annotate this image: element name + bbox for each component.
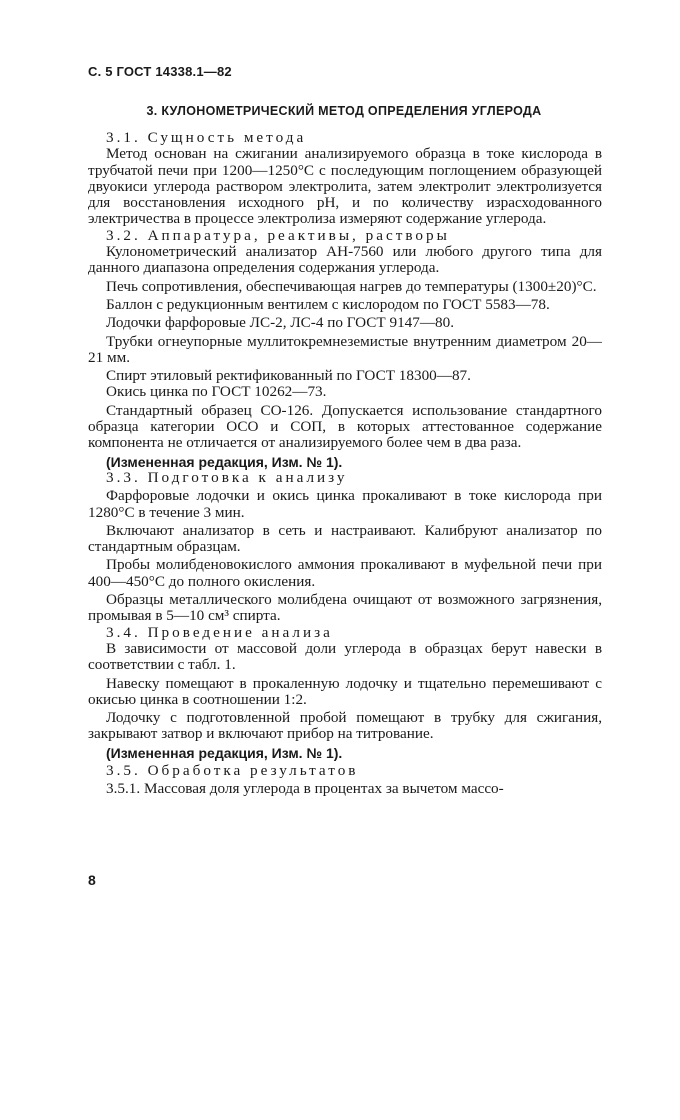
- paragraph: В зависимости от массовой доли углерода в образцах берут навески в соответствии с табл. 1.: [88, 639, 602, 674]
- heading-3-3: 3.3. Подготовка к анализу: [106, 468, 348, 486]
- paragraph: Кулонометрический анализатор АН-7560 или любого другого типа для данного диапазона определения содержания углерода.: [88, 243, 602, 277]
- paragraph: Трубки огнеупорные муллитокремнеземистые внутренним диаметром 20—21 мм.: [88, 332, 602, 366]
- paragraph: Включают анализатор в сеть и настраивают. Калибруют анализатор по стандартным образцам.: [88, 521, 602, 556]
- revision-note: (Измененная редакция, Изм. № 1).: [106, 744, 343, 761]
- paragraph: Стандартный образец СО-126. Допускается использование стандартного образца категории ОСО и СОП, в которых аттестованное содержание компонента не отличается от анализируемого более чем в два раза.: [88, 401, 602, 452]
- paragraph: Баллон с редукционным вентилем с кислородом по ГОСТ 5583—78.: [106, 295, 550, 313]
- paragraph: Метод основан на сжигании анализируемого образца в токе кислорода в трубчатой печи при 1200—1250°С с последующим поглощением образующей двуокиси углерода раствором электролита, затем электролит электролизуется для восстановления исходного рН, и по количеству израсходованного электричества в процессе электролиза измеряют содержание углерода.: [88, 145, 602, 228]
- paragraph: Окись цинка по ГОСТ 10262—73.: [106, 383, 327, 401]
- heading-3-1: 3.1. Сущность метода: [106, 129, 307, 146]
- heading-3-4: 3.4. Проведение анализа: [106, 623, 333, 641]
- heading-3-2: 3.2. Аппаратура, реактивы, растворы: [106, 226, 450, 244]
- section-title: 3. КУЛОНОМЕТРИЧЕСКИЙ МЕТОД ОПРЕДЕЛЕНИЯ УГЛЕРОДА: [146, 104, 542, 118]
- paragraph: Спирт этиловый ректификованный по ГОСТ 18300—87.: [106, 367, 471, 385]
- document-body: [88, 130, 602, 798]
- paragraph: 3.5.1. Массовая доля углерода в процентах за вычетом массо-: [106, 780, 504, 798]
- heading-3-5: 3.5. Обработка результатов: [106, 761, 359, 779]
- paragraph: Лодочку с подготовленной пробой помещают в трубку для сжигания, закрывают затвор и включают прибор на титрование.: [88, 709, 602, 743]
- paragraph: Печь сопротивления, обеспечивающая нагрев до температуры (1300±20)°С.: [106, 277, 597, 295]
- paragraph: Навеску помещают в прокаленную лодочку и тщательно перемешивают с окисью цинка в соотношении 1:2.: [88, 674, 602, 708]
- paragraph: Пробы молибденовокислого аммония прокаливают в муфельной печи при 400—450°С до полного окисления.: [88, 556, 602, 590]
- revision-note: (Измененная редакция, Изм. № 1).: [106, 453, 343, 470]
- page-number: 8: [88, 872, 96, 888]
- paragraph: Лодочки фарфоровые ЛС-2, ЛС-4 по ГОСТ 9147—80.: [106, 314, 455, 332]
- paragraph: Фарфоровые лодочки и окись цинка прокаливают в токе кислорода при 1280°С в течение 3 мин.: [88, 487, 602, 521]
- paragraph: Образцы металлического молибдена очищают от возможного загрязнения, промывая в 5—10 см³ спирта.: [88, 591, 602, 625]
- page-header: С. 5 ГОСТ 14338.1—82: [88, 64, 232, 79]
